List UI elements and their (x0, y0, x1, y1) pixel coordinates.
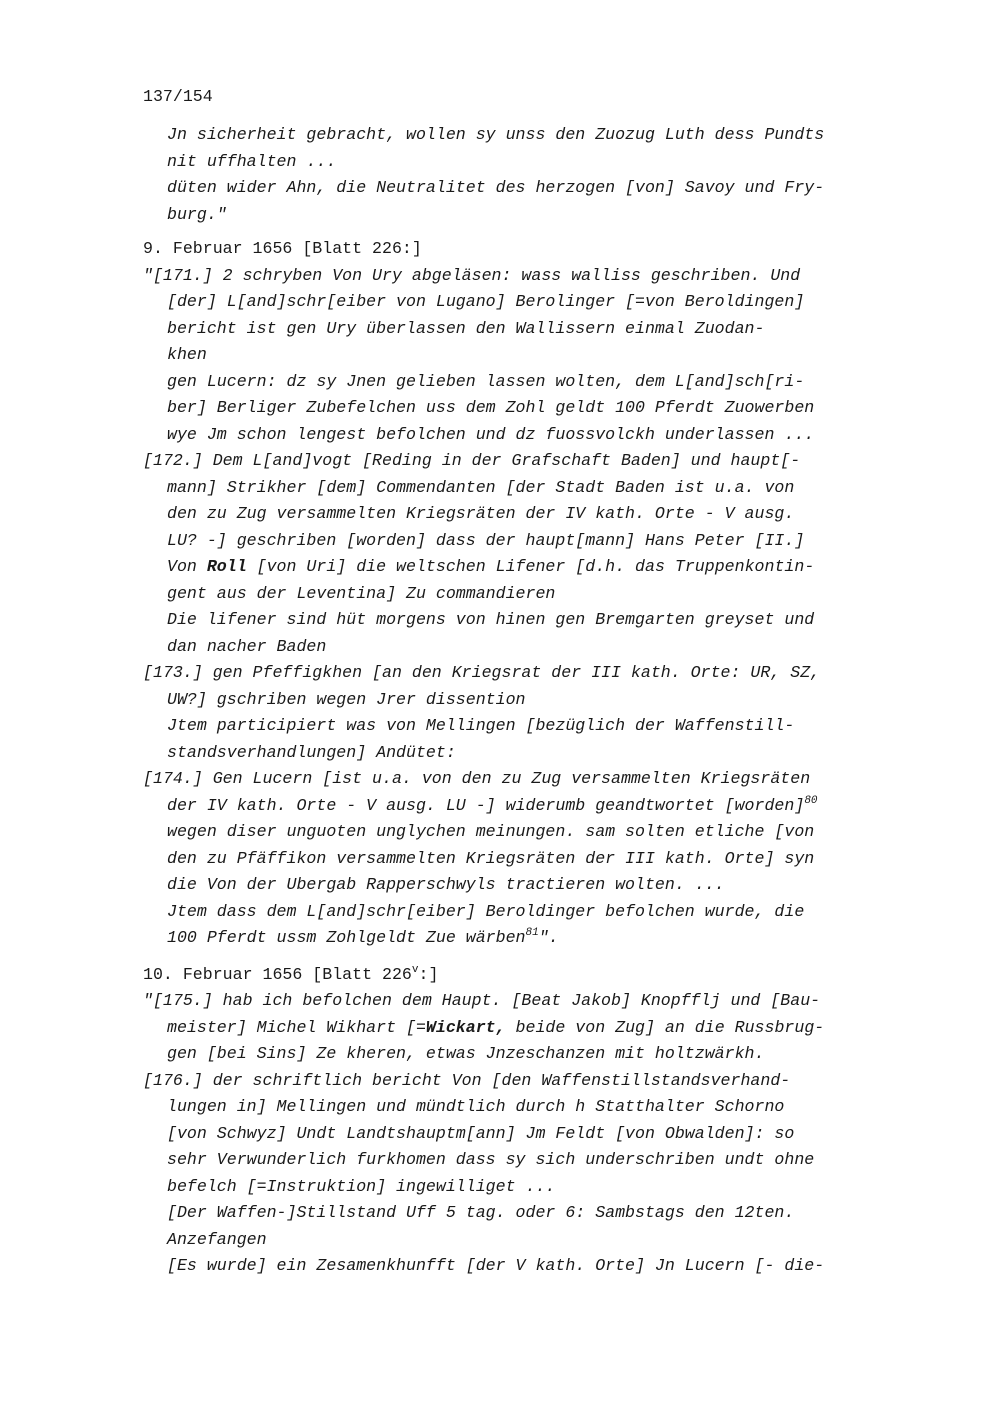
entry-173 (143, 660, 923, 766)
text-line (143, 1015, 923, 1042)
date-heading (143, 962, 923, 989)
text-line: gen [bei Sins] Ze kheren, etwas Jnzeschanzen mit holtzwärkh. (167, 1044, 765, 1063)
text-line: mann] Strikher [dem] Commendanten [der Stadt Baden ist u.a. von (167, 477, 795, 497)
entry-174 (143, 766, 923, 952)
text-span: der IV kath. Orte - V ausg. LU -] widerumb geandtwortet [worden] (167, 795, 805, 815)
text-line: die Von der Ubergab Rapperschwyls tractieren wolten. ... (167, 875, 725, 894)
text-line: dan nacher Baden (167, 636, 327, 656)
text-line: [176.] der schriftlich bericht Von [den Waffenstillstandsverhand- (143, 1070, 791, 1090)
text-line: gent aus der Leventina] Zu commandieren (167, 583, 556, 603)
footnote-ref: 80 (804, 794, 818, 807)
entry-171 (143, 263, 923, 449)
text-line: [Der Waffen-]Stillstand Uff 5 tag. oder 6: Sambstags den 12ten. (167, 1203, 795, 1222)
text-line (143, 554, 923, 581)
text-line: lungen in] Mellingen und mündtlich durch h Statthalter Schorno (167, 1097, 785, 1116)
text-line: nit uffhalten ... (167, 151, 337, 171)
quote-continuation (143, 122, 923, 228)
text-line: khen (167, 345, 207, 364)
text-span: Von (167, 557, 207, 576)
verso-mark: v (411, 963, 419, 976)
text-line: [173.] gen Pfeffigkhen [an den Kriegsrat der III kath. Orte: UR, SZ, (143, 663, 821, 682)
bold-name: Wickart, (425, 1017, 506, 1037)
text-line: sehr Verwunderlich furkhomen dass sy sich underschriben undt ohne (167, 1150, 815, 1169)
entry-176 (143, 1068, 923, 1280)
text-span: 10. Februar 1656 [Blatt 226 (143, 964, 412, 984)
text-line: den zu Zug versammelten Kriegsräten der IV kath. Orte - V ausg. (167, 504, 795, 523)
text-line: [der] L[and]schr[eiber von Lugano] Berolinger [=von Beroldingen] (167, 292, 805, 311)
text-line: UW?] gschriben wegen Jrer dissention (167, 689, 526, 709)
bold-name: Roll (206, 557, 247, 576)
text-line: [174.] Gen Lucern [ist u.a. von den zu Zug versammelten Kriegsräten (143, 769, 811, 788)
text-span: 100 Pferdt ussm Zohlgeldt Zue wärben (167, 928, 526, 947)
text-line (143, 925, 923, 952)
text-line: standsverhandlungen] Andütet: (167, 742, 456, 762)
text-line: befelch [=Instruktion] ingewilliget ... (167, 1176, 556, 1196)
text-line: gen Lucern: dz sy Jnen gelieben lassen wolten, dem L[and]sch[ri- (167, 371, 805, 391)
date-heading: 9. Februar 1656 [Blatt 226:] (143, 239, 422, 258)
text-line: "[171.] 2 schryben Von Ury abgeläsen: wass walliss geschriben. Und (143, 265, 801, 285)
text-span: meister] Michel Wikhart [= (167, 1017, 426, 1037)
text-line: den zu Pfäffikon versammelten Kriegsräten der III kath. Orte] syn (167, 848, 815, 868)
page-number: 137/154 (143, 87, 213, 106)
text-line (143, 793, 923, 820)
text-line: bericht ist gen Ury überlassen den Wallissern einmal Zuodan- (167, 318, 765, 338)
text-line: Jn sicherheit gebracht, wollen sy unss den Zuozug Luth dess Pundts (167, 125, 825, 144)
text-line: Anzefangen (167, 1229, 267, 1249)
entry-175 (143, 988, 923, 1068)
text-line: burg." (167, 204, 227, 224)
text-line: LU? -] geschriben [worden] dass der haupt[mann] Hans Peter [II.] (167, 530, 805, 550)
text-line: wye Jm schon lengest befolchen und dz fuossvolckh underlassen ... (167, 424, 815, 444)
document-page (143, 84, 923, 1280)
entry-172 (143, 448, 923, 660)
text-line: Die lifener sind hüt morgens von hinen gen Bremgarten greyset und (167, 610, 815, 629)
text-span: :] (418, 964, 439, 984)
text-line: "[175.] hab ich befolchen dem Haupt. [Beat Jakob] Knopfflj und [Bau- (143, 991, 821, 1010)
text-line: Jtem dass dem L[and]schr[eiber] Beroldinger befolchen wurde, die (167, 901, 805, 921)
text-line: [Es wurde] ein Zesamenkhunfft [der V kath. Orte] Jn Lucern [- die- (167, 1256, 825, 1275)
text-line: düten wider Ahn, die Neutralitet des herzogen [von] Savoy und Fry- (167, 178, 825, 197)
text-line: wegen diser unguoten unglychen meinungen. sam solten etliche [von (167, 822, 815, 841)
text-span: [von Uri] die weltschen Lifener [d.h. das Truppenkontin- (246, 557, 815, 576)
text-line: ber] Berliger Zubefelchen uss dem Zohl geldt 100 Pferdt Zuowerben (167, 398, 815, 417)
text-line: [172.] Dem L[and]vogt [Reding in der Grafschaft Baden] und haupt[- (143, 451, 801, 470)
footnote-ref: 81 (525, 927, 539, 939)
text-span: beide von Zug] an die Russbrug- (505, 1017, 825, 1037)
text-span: ". (538, 928, 559, 947)
text-line: [von Schwyz] Undt Landtshauptm[ann] Jm Feldt [von Obwalden]: so (167, 1123, 795, 1143)
text-line: Jtem participiert was von Mellingen [bezüglich der Waffenstill- (167, 716, 795, 735)
